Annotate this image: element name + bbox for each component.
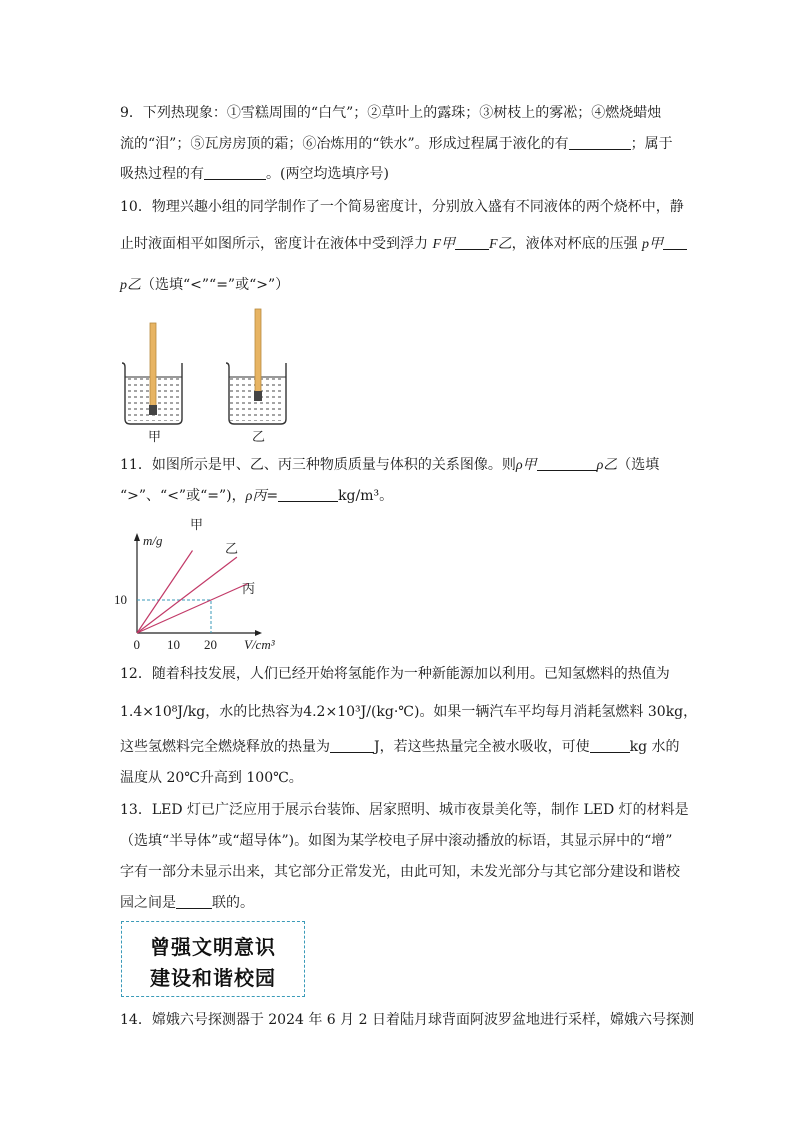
q13-line3: 字有一部分未显示出来，其它部分正常发光，由此可知，未发光部分与其它部分建设和谐校 — [120, 864, 680, 880]
q9-line2: 流的“泪”；⑤瓦房房顶的霜；⑥冶炼用的“铁水”。形成过程属于液化的有 ；属于 — [120, 136, 673, 152]
q10-blank-2[interactable] — [663, 235, 687, 250]
q13-blank-1[interactable] — [176, 894, 212, 909]
density-meter-yi — [254, 309, 262, 401]
mass-volume-chart — [110, 515, 290, 655]
q13-line1: 13．LED 灯已广泛应用于展示台装饰、居家照明、城市夜景美化等，制作 LED 灯的材料是 — [120, 802, 689, 818]
q13-line2: （选填“半导体”或“超导体”)。如图为某学校电子屏中滚动播放的标语，其显示屏中的“增” — [120, 833, 673, 849]
series-label-2: 乙 — [225, 541, 239, 556]
x-tick-label-1: 0 — [133, 637, 140, 652]
y-tick-label-1: 10 — [114, 592, 127, 607]
q10-line3: p乙（选填“<”“=”或“>”） — [120, 277, 290, 293]
y-axis-label: m/g — [143, 533, 163, 548]
q10-line1: 10．物理兴趣小组的同学制作了一个简易密度计，分别放入盛有不同液体的两个烧杯中，静 — [120, 199, 684, 215]
label-jia: 甲 — [148, 429, 162, 444]
beakers-figure — [110, 305, 310, 445]
q9-line1: 9．下列热现象：①雪糕周围的“白气”；②草叶上的露珠；③树枝上的雾凇；④燃烧蜡烛 — [120, 105, 662, 121]
density-meter-jia — [149, 323, 157, 415]
q12-line4: 温度从 20℃升高到 100℃。 — [120, 770, 303, 786]
q9-blank-2[interactable] — [204, 165, 266, 180]
series-label-1: 甲 — [190, 517, 204, 532]
x-tick-label-2: 10 — [167, 637, 180, 652]
q10-blank-1[interactable] — [455, 235, 489, 250]
q11-blank-1[interactable] — [537, 456, 597, 471]
x-axis-arrow — [255, 630, 262, 636]
x-axis-label: V/cm³ — [244, 637, 275, 652]
beaker-jia — [122, 323, 182, 424]
led-screen-banner — [121, 921, 305, 997]
q12-blank-2[interactable] — [590, 738, 630, 753]
q12-line3: 这些氢燃料完全燃烧释放的热量为 J，若这些热量完全被水吸收，可使 kg 水的 — [120, 739, 680, 755]
q13-line4: 园之间是 联的。 — [120, 895, 254, 911]
q14-line1: 14．嫦娥六号探测器于 2024 年 6 月 2 日着陆月球背面阿波罗盆地进行采样，嫦娥六号探测 — [120, 1012, 694, 1028]
q9-blank-1[interactable] — [569, 135, 631, 150]
beaker-yi — [226, 309, 286, 424]
series-label-3: 丙 — [242, 581, 256, 596]
q11-line1: 11．如图所示是甲、乙、丙三种物质质量与体积的关系图像。则ρ甲 ρ乙（选填 — [120, 457, 660, 473]
q12-blank-1[interactable] — [330, 738, 374, 753]
q11-blank-2[interactable] — [278, 487, 338, 502]
q10-line2: 止时液面相平如图所示，密度计在液体中受到浮力 F甲 F乙，液体对杯底的压强 p甲 — [120, 234, 687, 255]
q12-line1: 12．随着科技发展，人们已经开始将氢能作为一种新能源加以利用。已知氢燃料的热值为 — [120, 666, 670, 682]
label-yi: 乙 — [252, 429, 266, 444]
y-axis-arrow — [134, 533, 140, 541]
x-tick-label-3: 20 — [204, 637, 217, 652]
q11-line2: “>”、“<”或“=”)，ρ丙= kg/m³。 — [120, 488, 394, 504]
led-line-1: 曾强文明意识 — [150, 935, 276, 959]
q9-line3: 吸热过程的有 。(两空均选填序号) — [120, 166, 389, 182]
q12-line2: 1.4×10⁸J/kg，水的比热容为4.2×10³J/(kg·℃)。如果一辆汽车平均每月消耗氢燃料 30kg， — [120, 704, 698, 720]
led-line-2: 建设和谐校园 — [150, 966, 276, 990]
